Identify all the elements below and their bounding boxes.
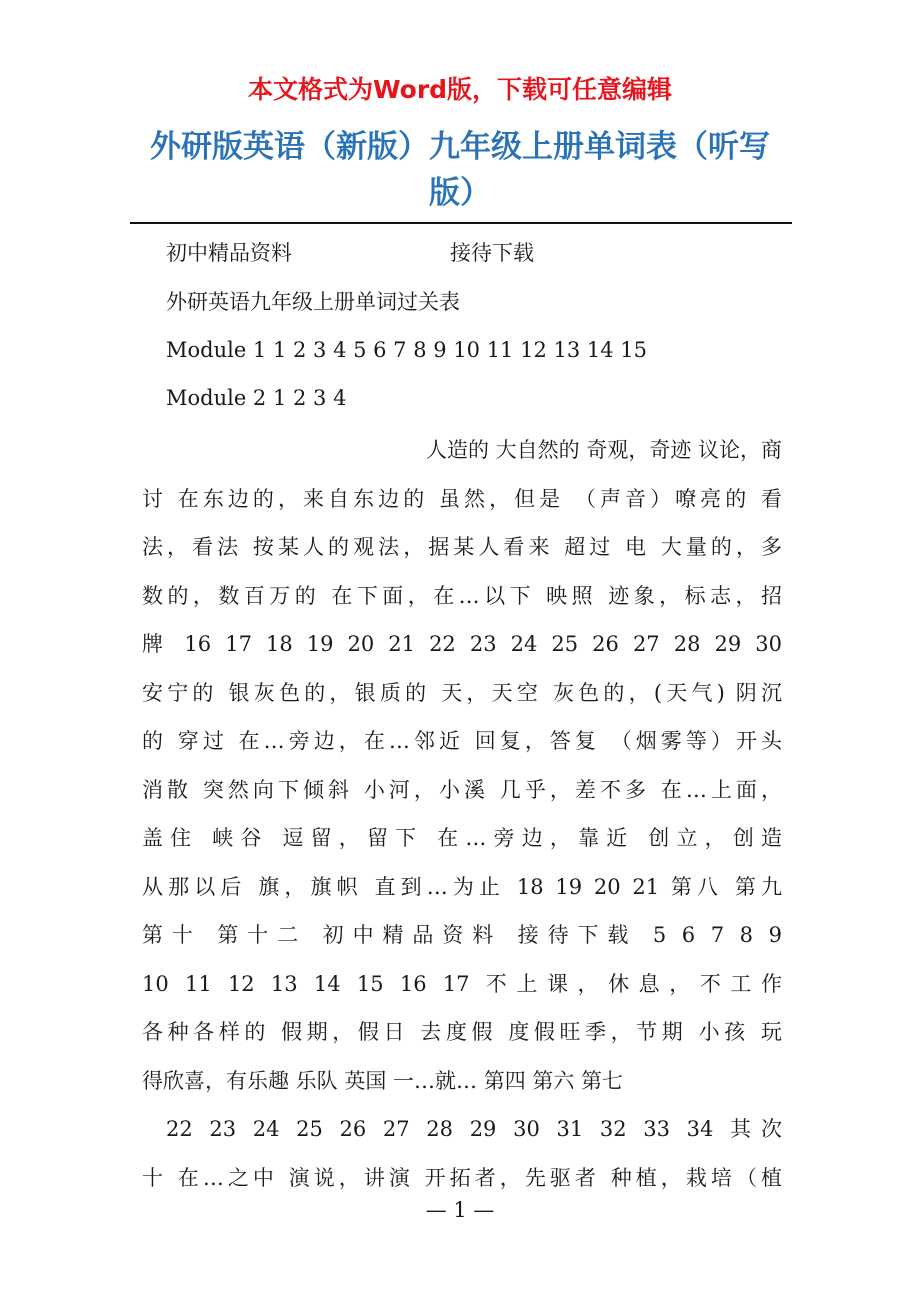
body-line: 的 穿过 在…旁边，在…邻近 回复，答复 （烟雾等）开头 xyxy=(142,729,782,753)
header-left: 初中精品资料 xyxy=(166,241,292,265)
document-title: 外研版英语（新版）九年级上册单词表（听写版） xyxy=(150,129,770,211)
header-right: 接待下载 xyxy=(450,241,534,265)
body-line: 牌 16 17 18 19 20 21 22 23 24 25 26 27 28 29 30 xyxy=(142,632,782,656)
body-line: 讨 在东边的，来自东边的 虽然，但是 （声音）嘹亮的 看 xyxy=(142,486,782,511)
subtitle: 外研英语九年级上册单词过关表 xyxy=(166,290,460,314)
body-line: 消散 突然向下倾斜 小河，小溪 几乎，差不多 在…上面， xyxy=(142,777,782,802)
body-line: 从那以后 旗，旗帜 直到…为止 18 19 20 21 第八 第九 xyxy=(142,874,782,899)
body-line: 安宁的 银灰色的，银质的 天，天空 灰色的，(天气) 阴沉 xyxy=(142,680,782,705)
body-line: 数的，数百万的 在下面，在…以下 映照 迹象，标志，招 xyxy=(142,583,782,608)
body-line: 22 23 24 25 26 27 28 29 30 31 32 33 34 其次 xyxy=(166,1117,782,1141)
body-line: 各种各样的 假期，假日 去度假 度假旺季，节期 小孩 玩 xyxy=(142,1020,782,1044)
body-line: 10 11 12 13 14 15 16 17 不上课，休息，不工作 xyxy=(142,971,782,996)
format-notice-banner: 本文格式为Word版，下载可任意编辑 xyxy=(247,75,673,104)
body-line: 盖住 峡谷 逗留，留下 在…旁边，靠近 创立，创造 xyxy=(142,826,782,850)
module-2-line: Module 2 1 2 3 4 xyxy=(166,386,347,410)
body-line: 法，看法 按某人的观法，据某人看来 超过 电 大量的，多 xyxy=(142,535,782,559)
body-line: 第十 第十二 初中精品资料 接待下载 5 6 7 8 9 xyxy=(142,923,782,947)
body-line: 人造的 大自然的 奇观，奇迹 议论，商 xyxy=(425,438,782,462)
vocabulary-body xyxy=(142,426,782,1202)
body-line: 十 在…之中 演说，讲演 开拓者，先驱者 种植，栽培（植 xyxy=(142,1165,782,1190)
page-number: — 1 — xyxy=(425,1198,495,1222)
body-line: 得欣喜，有乐趣 乐队 英国 一…就… 第四 第六 第七 xyxy=(142,1068,624,1093)
module-1-line: Module 1 1 2 3 4 5 6 7 8 9 10 11 12 13 14 15 xyxy=(166,338,648,362)
title-divider xyxy=(130,222,792,224)
